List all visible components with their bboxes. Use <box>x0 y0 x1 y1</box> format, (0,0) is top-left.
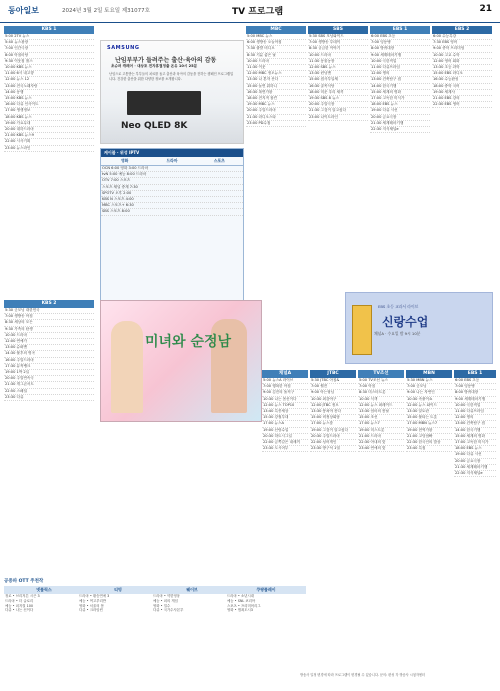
program-row: 9:00 세계테마기행 <box>454 397 496 403</box>
listing-column <box>310 370 356 575</box>
program-row: 13:00 슈퍼맨 <box>4 345 94 351</box>
program-advertisement <box>345 292 493 364</box>
program-row: 8:30 궁금한 이야기 <box>308 46 368 52</box>
program-row: 7:00 생방송 투데이 <box>308 40 368 46</box>
program-row: 19:00 그것이 알고싶다 <box>310 428 356 434</box>
iptv-list <box>101 166 243 216</box>
program-row: 12:00 뉴스 12 <box>4 77 94 83</box>
book-image <box>352 305 372 355</box>
program-row: 19:30 세계사 <box>432 90 492 96</box>
program-row: 15:00 세계의 명화 <box>370 90 430 96</box>
satellite-row: MBC 스포츠+ 6:30 <box>101 203 243 209</box>
program-row: 22:00 시사기획 <box>4 139 94 145</box>
program-row: 5:00 TV조선 뉴스 <box>358 378 404 384</box>
footer-note: 방송사 일정 변경에 따라 프로그램이 변경될 수 있습니다. 문의: 편성 각 방송사 시청자센터 <box>300 673 426 677</box>
listing-column <box>308 26 368 288</box>
program-row: 18:00 중학 국어 <box>432 84 492 90</box>
program-row: 13:40 특종세상 <box>262 409 308 415</box>
program-row: 10:30 속풀이쇼 <box>406 397 452 403</box>
program-row: 9:00 나는 자연인 <box>406 390 452 396</box>
program-row: 23:30 방구석 1열 <box>310 446 356 452</box>
listing-column <box>358 370 404 575</box>
page-number: 21 <box>479 4 492 14</box>
channel-header: EBS 1 <box>370 26 430 34</box>
program-row: 12:00 명의 <box>370 71 430 77</box>
program-row: 22:30 아내의 맛 <box>358 440 404 446</box>
program-row: 18:00 KBS 뉴스 <box>4 115 94 121</box>
program-row: 5:30 JTBC 아침& <box>310 378 356 384</box>
samsung-advertisement <box>100 40 244 144</box>
program-row: 13:30 초등 과학 <box>432 65 492 71</box>
program-row: 21:00 EBS 강의 <box>432 96 492 102</box>
program-row: 19:00 현역가왕 <box>406 428 452 434</box>
program-row: 9:00 세계테마기행 <box>370 53 430 59</box>
page-header <box>0 0 500 23</box>
program-row: 23:30 도시어부 <box>262 446 308 452</box>
ad-subtitle: 초슈퍼 캐페어 · 대상포 전자휴결정출 온유 10시 25분 <box>111 64 198 68</box>
program-row: 9:00 아는형님 <box>310 390 356 396</box>
tv-image <box>127 91 201 115</box>
ott-service-name: 티빙 <box>78 586 158 594</box>
program-row: 9:00 김진의 돌직구 <box>262 390 308 396</box>
program-row: 10:00 드라마 <box>308 53 368 59</box>
program-row: 10:00 KBS 뉴스 <box>4 65 94 71</box>
satellite-row: SPOTV 오후 2:00 <box>101 191 243 197</box>
actor-figure <box>111 321 143 413</box>
program-row: 10:00 극한직업 <box>454 403 496 409</box>
iptv-tabs <box>101 157 243 166</box>
ott-title-line: 드라마 • 환승연애 3 <box>79 594 110 598</box>
ott-title-line: 예능 • SNL 코리아 <box>227 598 256 603</box>
program-row: 5:00 MBC 뉴스 <box>246 34 306 40</box>
program-row: 20:00 금요극장 <box>454 459 496 465</box>
program-row: 20:30 주말드라마 <box>310 434 356 440</box>
program-row: 21:30 세계테마기행 <box>370 121 430 127</box>
program-row: 15:00 놀면 뭐하니 <box>246 84 306 90</box>
program-row: 5:00 뉴스A 라이브 <box>262 378 308 384</box>
satellite-row: SBS 스포츠 8:00 <box>101 209 243 215</box>
program-row: 7:30 EBS 영어 <box>432 40 492 46</box>
program-row: 18:00 EBS 뉴스 <box>454 446 496 452</box>
ott-title-line: 영화 • 밀수 <box>153 603 171 608</box>
program-row: 13:30 뭉쳐야 찬다 <box>310 409 356 415</box>
program-row: 21:30 라디오스타 <box>246 115 306 121</box>
brand: 동아일보 <box>8 6 39 15</box>
program-row: 15:00 EBS 라디오 <box>432 71 492 77</box>
ott-column <box>78 586 158 613</box>
program-row: 16:00 다큐 인사이트 <box>4 102 94 108</box>
program-row: 17:00 생생정보 <box>4 108 94 114</box>
program-row: 18:00 전지적 참견 <box>246 96 306 102</box>
program-row: 8:30 기분 좋은 날 <box>246 53 306 59</box>
tab-drama: 드라마 <box>148 157 195 166</box>
program-row: 23:30 다큐 <box>4 395 94 401</box>
program-row: 8:00 방귀대장 <box>454 390 496 396</box>
program-row: 7:00 딩동댕 <box>370 40 430 46</box>
program-row: 7:00 굿모닝 <box>406 384 452 390</box>
program-row: 14:00 한국기행 <box>370 84 430 90</box>
program-row: 10:30 나는 몸신이다 <box>262 397 308 403</box>
program-row: 21:00 KBS 뉴스9 <box>4 133 94 139</box>
program-row: 9:30 가족의 탄생 <box>4 327 94 333</box>
program-row: 22:30 한국인의 밥상 <box>406 440 452 446</box>
ad-headline: 난임부부가 들려주는 출산·육아의 감동 <box>115 57 217 64</box>
program-row: 6:00 수능특강 <box>432 34 492 40</box>
channel-header: MBC <box>246 26 306 34</box>
listing-column <box>454 370 496 575</box>
program-row: 21:00 드라마 <box>358 434 404 440</box>
program-row: 21:00 고딩엄빠 <box>406 434 452 440</box>
listing-column <box>4 26 94 266</box>
program-row: 17:00 고독한 미식가 <box>370 96 430 102</box>
program-row: 7:00 아침 <box>358 384 404 390</box>
program-row: 20:00 주말연속극 <box>4 376 94 382</box>
program-row: 22:50 스페셜 <box>4 389 94 395</box>
program-row: 10:30 최강야구 <box>310 397 356 403</box>
satellite-row: OTV 7:00 스포츠 <box>101 178 243 184</box>
program-row: 21:30 세계테마기행 <box>454 465 496 471</box>
channel-header: EBS 2 <box>432 26 492 34</box>
program-row: 12:00 MBC 정오뉴스 <box>246 71 306 77</box>
ad-body: 난임으로 고통받는 부부들의 치료를 돕고 출산과 육아의 감동을 전하는 캠페인 프로그램입니다. 건강한 출산을 위한 다양한 정보를 소개합니다. <box>109 72 234 81</box>
program-row: 5:40 뉴스광장 <box>4 40 94 46</box>
tab-movie: 영화 <box>101 157 148 166</box>
channel-header: KBS 2 <box>4 300 94 308</box>
program-row: 13:30 런닝맨 <box>308 71 368 77</box>
program-row: 11:00 6시 내고향 <box>4 71 94 77</box>
program-row: 8:30 세상의 모든 <box>4 320 94 326</box>
program-row: 10:30 드라마 <box>4 333 94 339</box>
program-row: 15:00 KBS 뉴스 <box>4 96 94 102</box>
program-row: 5:30 SBS 모닝와이드 <box>308 34 368 40</box>
program-row: 15:00 세계의 명화 <box>454 434 496 440</box>
ott-title-line: 드라마 • 더 글로리 <box>5 598 34 603</box>
program-row: 20:00 주말드라마 <box>246 108 306 114</box>
ott-title-line: 다큐 • 크라임씬 <box>79 608 103 613</box>
program-row: 22:00 금쪽같은 내새끼 <box>262 440 308 446</box>
program-row: 21:30 개그콘서트 <box>4 382 94 388</box>
program-row: 12:00 뉴스 와이드 <box>406 403 452 409</box>
program-row: 17:00 뉴스룸 <box>310 421 356 427</box>
program-row: 21:30 그것이 알고싶다 <box>308 108 368 114</box>
ott-column <box>4 586 84 613</box>
program-row: 6:00 생방송 오늘아침 <box>246 40 306 46</box>
program-row: 9:00 중학 프리미엄 <box>432 46 492 52</box>
samsung-logo: SAMSUNG <box>107 45 140 51</box>
iptv-title: 케이블 · 위성 IPTV <box>101 149 243 157</box>
program-row: 15:30 강철부대 <box>262 415 308 421</box>
satellite-row: 스포츠 채널 중계 7:30 <box>101 185 243 191</box>
ad2-title: 신랑수업 <box>382 315 429 329</box>
program-row: 17:30 뮤직뱅크 <box>4 364 94 370</box>
channel-header: SBS <box>308 26 368 34</box>
program-row: 17:00 뉴스7 <box>358 421 404 427</box>
section-title: TV 프로그램 <box>232 7 284 17</box>
ott-title-line: 다큐 • 나는 신이다 <box>5 608 34 613</box>
poster-title: 미녀와 순정남 <box>145 334 232 350</box>
program-row: 15:00 집사부일체 <box>308 77 368 83</box>
ott-title-line: 예능 • 피지컬 100 <box>5 603 34 608</box>
program-row: 20:00 대하드라마 <box>4 127 94 133</box>
program-row: 15:00 비정상회담 <box>310 415 356 421</box>
program-row: 10:30 식객 <box>358 397 404 403</box>
ad2-top: EBS 초등 교과서 라이브 <box>378 304 419 309</box>
ad2-subtitle: 채널A · 수요일 밤 9시 10분 <box>374 331 421 336</box>
program-row: 7:30 출발 비디오 <box>246 46 306 52</box>
ott-service-name: 웨이브 <box>152 586 232 594</box>
ad-product: Neo QLED 8K <box>121 121 188 131</box>
program-row: 18:00 미운 우리 새끼 <box>308 90 368 96</box>
program-row: 10:30 고교 수학 <box>432 53 492 59</box>
program-row: 7:00 생방송 아침 <box>4 314 94 320</box>
channel-header: EBS 1 <box>454 370 496 378</box>
listing-column <box>262 370 308 575</box>
program-row: 23:00 뉴스라인 <box>4 146 94 152</box>
issue-date: 2024년 3월 2일 토요일 제31077호 <box>62 8 150 14</box>
program-row: 12:00 JTBC 정오 <box>310 403 356 409</box>
program-row: 7:00 인간극장 <box>4 46 94 52</box>
ott-recommend-footer <box>0 578 500 691</box>
program-row: 23:00 PD수첩 <box>246 121 306 127</box>
ott-title-line: 스포츠 • 프리미어리그 <box>227 603 261 608</box>
program-row: 17:00 고독한 미식가 <box>454 440 496 446</box>
program-row: 13:00 건축탐구 집 <box>454 421 496 427</box>
program-row: 22:30 지식채널e <box>454 471 496 477</box>
program-row: 15:00 불타는 트롯 <box>406 415 452 421</box>
program-row: 8:00 방귀대장 <box>370 46 430 52</box>
program-row: 9:30 이웃집 찰스 <box>4 59 94 65</box>
program-row: 12:00 SBS 뉴스 <box>308 65 368 71</box>
program-row: 13:30 나 혼자 산다 <box>246 77 306 83</box>
program-row: 12:00 명의 <box>454 415 496 421</box>
program-row: 22:30 지식채널e <box>370 127 430 133</box>
ott-title-line: 드라마 • 소년시대 <box>227 594 255 598</box>
program-row: 11:00 다큐프라임 <box>370 65 430 71</box>
program-row: 11:30 동물농장 <box>308 59 368 65</box>
program-row: 19:00 가요무대 <box>4 121 94 127</box>
iptv-box <box>100 148 244 302</box>
program-row: 19:00 다큐 시선 <box>454 452 496 458</box>
program-row: 6:00 EBS 초등 <box>370 34 430 40</box>
ott-title-line: 예능 • 피의 게임 <box>153 598 178 603</box>
drama-poster <box>100 300 262 422</box>
program-row: 22:00 싱어게인 <box>310 440 356 446</box>
channel-header: 채널A <box>262 370 308 378</box>
program-row: 22:30 EBS 영어 <box>432 102 492 108</box>
program-row: 10:00 극한직업 <box>370 59 430 65</box>
channel-header: TV조선 <box>358 370 404 378</box>
program-row: 14:00 동행 <box>4 90 94 96</box>
program-row: 12:00 뉴스 퍼레이드 <box>358 403 404 409</box>
program-row: 13:00 건축탐구 집 <box>370 77 430 83</box>
ott-title-line: 드라마 • 약한영웅 <box>153 594 181 598</box>
program-row: 13:30 엄마의 봄날 <box>358 409 404 415</box>
program-row: 13:30 알토란 <box>406 409 452 415</box>
program-row: 23:00 나이트라인 <box>308 115 368 121</box>
program-row: 19:00 다큐 시선 <box>370 108 430 114</box>
channel-header: JTBC <box>310 370 356 378</box>
listing-column <box>4 300 94 575</box>
ott-service-name: 넷플릭스 <box>4 586 84 594</box>
ott-service-name: 쿠팡플레이 <box>226 586 306 594</box>
program-row: 11:30 이웃 <box>246 65 306 71</box>
program-row: 23:40 연애의 맛 <box>358 446 404 452</box>
program-row: 8:30 미스터트롯 <box>358 390 404 396</box>
satellite-row: KBS N 스포츠 4:00 <box>101 197 243 203</box>
ott-title-line: 예능 • 여고추리반 <box>79 598 107 603</box>
program-row: 6:00 EBS 초등 <box>454 378 496 384</box>
program-row: 18:00 EBS 뉴스 <box>370 102 430 108</box>
channel-header: MBN <box>406 370 452 378</box>
program-row: 19:00 1박 2일 <box>4 370 94 376</box>
program-row: 20:00 금요극장 <box>370 115 430 121</box>
program-row: 23:40 특집 <box>406 446 452 452</box>
program-row: 5:00 2TV 뉴스 <box>4 34 94 40</box>
program-row: 17:00 MBN 뉴스7 <box>406 421 452 427</box>
program-row: 12:00 영어 회화 <box>432 59 492 65</box>
program-row: 7:00 썰전 <box>310 384 356 390</box>
program-row: 11:00 다큐프라임 <box>454 409 496 415</box>
ott-column <box>152 586 232 613</box>
program-row: 15:00 조선 <box>358 415 404 421</box>
program-row: 16:30 골목식당 <box>308 84 368 90</box>
program-row: 19:00 신랑수업 <box>262 428 308 434</box>
program-row: 7:00 행복한 아침 <box>262 384 308 390</box>
program-row: 5:30 굿모닝 대한민국 <box>4 308 94 314</box>
program-row: 19:30 MBC 뉴스 <box>246 102 306 108</box>
satellite-row: OCN 6:00 영화 3:00 드라마 <box>101 166 243 172</box>
program-row: 16:00 주말드라마 <box>4 358 94 364</box>
tab-sports: 스포츠 <box>196 157 243 166</box>
program-row: 5:30 MBN 뉴스 <box>406 378 452 384</box>
program-row: 14:00 한국기행 <box>454 428 496 434</box>
ott-column <box>226 586 306 613</box>
listing-column <box>246 26 306 288</box>
ott-title-line: 다큐 • 국가수사본부 <box>153 608 184 613</box>
program-row: 12:00 연예가 <box>4 339 94 345</box>
program-row: 8:00 아침마당 <box>4 53 94 59</box>
ott-title-line: 정로 • 브리저튼 시즌 3 <box>5 594 40 598</box>
program-row: 16:30 복면가왕 <box>246 90 306 96</box>
program-row: 7:00 딩동댕 <box>454 384 496 390</box>
program-row: 14:30 불후의 명곡 <box>4 351 94 357</box>
program-row: 19:30 SBS 8 뉴스 <box>308 96 368 102</box>
ott-title-line: 영화 • 범죄도시3 <box>227 608 253 613</box>
program-row: 13:00 전국노래자랑 <box>4 84 94 90</box>
program-row: 20:00 주말극장 <box>308 102 368 108</box>
program-row: 19:00 미스트롯 <box>358 428 404 434</box>
listing-column <box>370 26 430 288</box>
program-row: 20:30 하트시그널 <box>262 434 308 440</box>
program-row: 12:00 뉴스 TOP10 <box>262 403 308 409</box>
program-row: 17:00 뉴스A <box>262 421 308 427</box>
footer-label: 공중파 OTT 주천작 <box>4 579 44 584</box>
listing-column <box>406 370 452 575</box>
program-row: 10:00 드라마 <box>246 59 306 65</box>
program-row: 16:30 수능완성 <box>432 77 492 83</box>
listing-column <box>432 26 492 288</box>
channel-header: KBS 1 <box>4 26 94 34</box>
ott-title-line: 영화 • 서울의 봄 <box>79 603 104 608</box>
satellite-row: tvN 5:00 예능 8:00 드라마 <box>101 172 243 178</box>
